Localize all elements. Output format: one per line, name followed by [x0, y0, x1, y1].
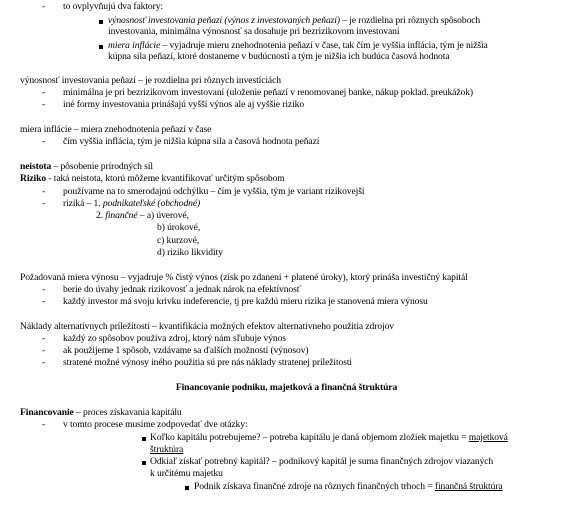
- list-item: riziká – 1. podnikateľské (obchodné): [63, 198, 201, 209]
- list-dash: [42, 87, 45, 99]
- list-dash: [42, 345, 45, 357]
- list-item: každý investor má svoju krivku indeferencie, tj pre každú mieru rizika je stanovená miera výnosu: [63, 296, 428, 307]
- paragraph: miera inflácie – miera znehodnotenia peňazí v čase: [20, 124, 212, 135]
- term: neistota: [20, 161, 52, 172]
- list-dash: [42, 186, 45, 198]
- list-item: v tomto procese musíme zodpovedať dve otázky:: [63, 419, 248, 430]
- list-item: c) kurzové,: [157, 235, 200, 246]
- list-dash: [42, 419, 45, 431]
- list-item-continued: investovania, minimálna výnosnosť sa dosahuje pri bezrizikovom investovaní: [108, 26, 400, 37]
- term: podnikateľské (obchodné): [102, 198, 201, 209]
- paragraph: Požadovaná miera výnosu – vyjadruje % čistý výnos (zisk po zdanení + platené úroky), ktorý prináša investičný kapitál: [20, 272, 468, 283]
- list-dash: [42, 198, 45, 210]
- square-bullet-icon: [99, 45, 103, 49]
- list-item: 2. finančné – a) úverové,: [96, 210, 189, 221]
- list-item: výnosnosť investovania peňazí (výnos z investovaných peňazí) – je rozdielna pri rôznych spôsoboch: [108, 15, 481, 26]
- list-item-continued: k určitému majetku: [150, 468, 223, 479]
- list-item: miera inflácie – vyjadruje mieru znehodnotenia peňazí v čase, tak čím je vyššia inflácia, tým je nižšia: [108, 40, 488, 51]
- term: finančné: [105, 210, 138, 221]
- square-bullet-icon: [99, 20, 103, 24]
- term: výnosnosť investovania peňazí (výnos z investovaných peňazí): [108, 15, 340, 26]
- list-item: b) úrokové,: [157, 222, 201, 233]
- list-item: ak použijeme 1 spôsob, vzdávame sa ďalších možností (výnosov): [63, 345, 309, 356]
- list-item: berie do úvahy jednak rizikovosť a jednak nárok na efektívnosť: [63, 284, 301, 295]
- list-item: Odkiaľ získať potrebný kapitál? – podnikový kapitál je suma finančných zdrojov viazaných: [150, 456, 494, 467]
- list-item: iné formy investovania prinášajú vyšší výnos ale aj vyššie riziko: [63, 99, 305, 110]
- paragraph: Financovanie – proces získavania kapitálu: [20, 407, 182, 418]
- square-bullet-icon: [142, 437, 146, 441]
- paragraph: Náklady alternatívnych príležitostí – kvantifikácia možných efektov alternatívneho použitia zdrojov: [20, 321, 394, 332]
- square-bullet-icon: [185, 486, 189, 490]
- list-item-continued: kúpna sila peňazí, ktoré dostaneme v budúcnosti a tým je nižšia ich budúca časová hodnota: [108, 51, 450, 62]
- square-bullet-icon: [142, 461, 146, 465]
- term: miera inflácie: [108, 40, 161, 51]
- list-dash: [42, 296, 45, 308]
- term: Financovanie: [20, 407, 74, 418]
- list-item: Koľko kapitálu potrebujeme? – potreba kapitálu je daná objemom zložiek majetku = majetková: [150, 432, 508, 443]
- list-dash: [42, 99, 45, 111]
- paragraph: neistota – pôsobenie prírodných síl: [20, 161, 153, 172]
- section-heading: Financovanie podniku, majetková a finančná štruktúra: [175, 382, 398, 393]
- list-item: d) riziko likvidity: [157, 247, 223, 258]
- list-dash: [42, 357, 45, 369]
- list-item: minimálna je pri bezrizikovom investovaní (uloženie peňazí v renomovanej banke, nákup poklad. preukážok): [63, 87, 473, 98]
- paragraph: výnosnosť investovania peňazí – je rozdielna pri rôznych investíciách: [20, 75, 281, 86]
- list-item: Podnik získava finančné zdroje na rôznych finančných trhoch = finančná štruktúra: [194, 481, 503, 492]
- list-dash: [42, 333, 45, 345]
- list-item: stratené možné výnosy iného použitia sú pre nás náklady stratenej príležitosti: [63, 357, 352, 368]
- term: Riziko: [20, 173, 47, 184]
- list-dash: [42, 1, 45, 13]
- list-item: každý zo spôsobov používa zdroj, ktorý nám sľubuje výnos: [63, 333, 286, 344]
- list-item: čím vyššia inflácia, tým je nižšia kúpna sila a časová hodnota peňazí: [63, 136, 320, 147]
- list-dash: [42, 136, 45, 148]
- paragraph: Riziko - taká neistota, ktorú môžeme kvantifikovať určitým spôsobom: [20, 173, 285, 184]
- list-dash: [42, 284, 45, 296]
- list-item: používame na to smerodajnú odchýlku – čím je vyššia, tým je variant rizikovejší: [63, 186, 365, 197]
- list-item-continued: štruktúra: [150, 444, 184, 455]
- list-item: to ovplyvňujú dva faktory:: [63, 1, 163, 12]
